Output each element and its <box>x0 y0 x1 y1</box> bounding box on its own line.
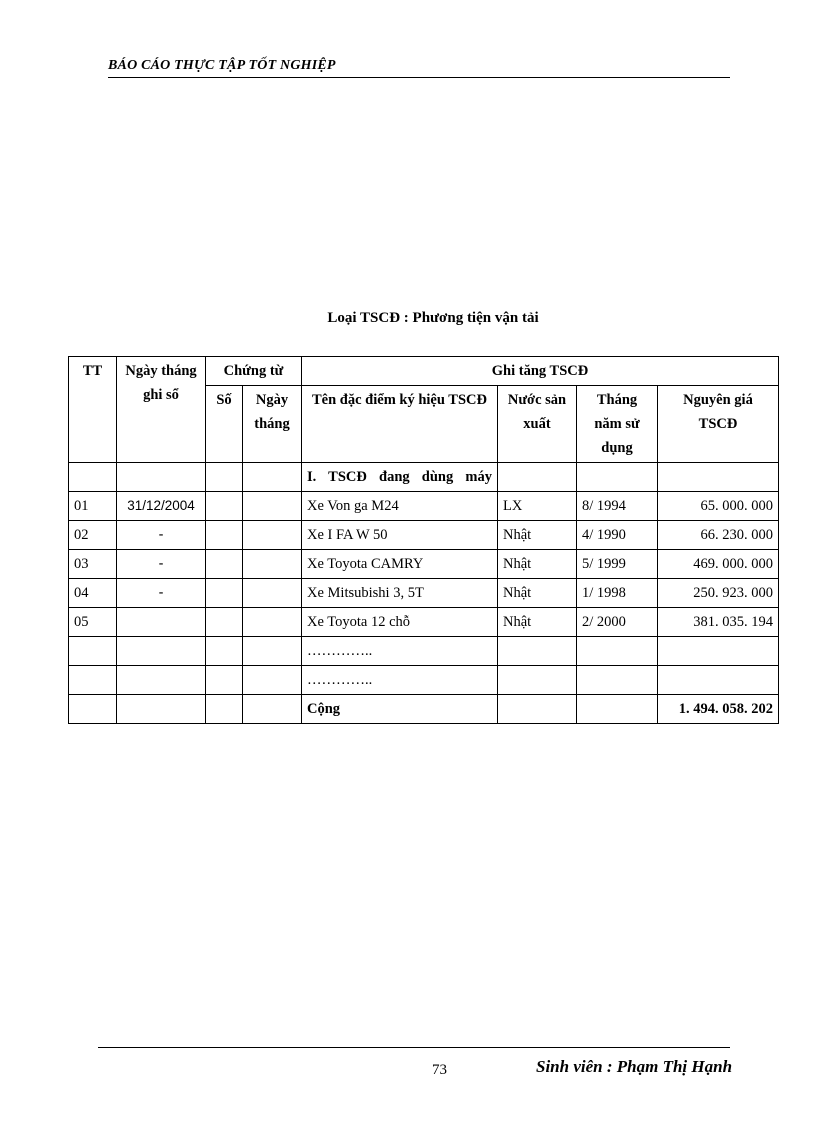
table-row <box>69 521 779 550</box>
row-voucher-date <box>243 550 302 579</box>
row-country: Nhật <box>498 521 577 550</box>
header-date: Ngày tháng ghi sổ <box>117 357 206 463</box>
row-cost: 250. 923. 000 <box>658 579 779 608</box>
group-row <box>69 463 779 492</box>
ellipsis-text: ………….. <box>302 666 498 695</box>
row-tt: 03 <box>69 550 117 579</box>
row-voucher-date <box>243 492 302 521</box>
header-voucher-no: Số <box>206 386 243 463</box>
row-date: 31/12/2004 <box>117 492 206 521</box>
footer-author: Sinh viên : Phạm Thị Hạnh <box>536 1057 733 1076</box>
header-increase: Ghi tăng TSCĐ <box>302 357 779 386</box>
row-year: 8/ 1994 <box>577 492 658 521</box>
row-tt: 04 <box>69 579 117 608</box>
row-date: - <box>117 521 206 550</box>
header-voucher: Chứng từ <box>206 357 302 386</box>
total-value: 1. 494. 058. 202 <box>658 695 779 724</box>
page-number: 73 <box>432 1062 447 1078</box>
header-cost: Nguyên giá TSCĐ <box>658 386 779 463</box>
row-tt: 01 <box>69 492 117 521</box>
row-date: - <box>117 550 206 579</box>
row-tt: 05 <box>69 608 117 637</box>
table-row <box>69 550 779 579</box>
row-country: Nhật <box>498 608 577 637</box>
row-voucher-date <box>243 579 302 608</box>
row-asset-name: Xe Toyota CAMRY <box>302 550 498 579</box>
table-row <box>69 492 779 521</box>
row-country: LX <box>498 492 577 521</box>
row-year: 1/ 1998 <box>577 579 658 608</box>
header-year: Tháng năm sử dụng <box>577 386 658 463</box>
header-asset-name: Tên đặc điểm ký hiệu TSCĐ <box>302 386 498 463</box>
row-asset-name: Xe Toyota 12 chỗ <box>302 608 498 637</box>
row-voucher-no <box>206 579 243 608</box>
ellipsis-row <box>69 666 779 695</box>
row-year: 4/ 1990 <box>577 521 658 550</box>
asset-ledger-table <box>68 356 779 724</box>
row-asset-name: Xe I FA W 50 <box>302 521 498 550</box>
row-year: 2/ 2000 <box>577 608 658 637</box>
row-voucher-no <box>206 521 243 550</box>
row-voucher-no <box>206 608 243 637</box>
row-date <box>117 608 206 637</box>
ellipsis-row <box>69 637 779 666</box>
table-header-row <box>69 357 779 386</box>
report-header-title: BÁO CÁO THỰC TẬP TỐT NGHIỆP <box>108 58 336 73</box>
total-row <box>69 695 779 724</box>
row-voucher-no <box>206 492 243 521</box>
total-label: Cộng <box>302 695 498 724</box>
row-voucher-date <box>243 521 302 550</box>
group-label: I. TSCĐ đang dùng máy <box>302 463 498 492</box>
row-cost: 66. 230. 000 <box>658 521 779 550</box>
header-divider <box>108 77 730 78</box>
row-cost: 65. 000. 000 <box>658 492 779 521</box>
row-year: 5/ 1999 <box>577 550 658 579</box>
header-tt: TT <box>69 357 117 463</box>
row-voucher-date <box>243 608 302 637</box>
row-voucher-no <box>206 550 243 579</box>
header-voucher-date: Ngày tháng <box>243 386 302 463</box>
row-asset-name: Xe Von ga M24 <box>302 492 498 521</box>
ellipsis-text: ………….. <box>302 637 498 666</box>
table-row <box>69 608 779 637</box>
row-asset-name: Xe Mitsubishi 3, 5T <box>302 579 498 608</box>
section-title: Loại TSCĐ : Phương tiện vận tải <box>327 310 539 326</box>
row-date: - <box>117 579 206 608</box>
row-cost: 381. 035. 194 <box>658 608 779 637</box>
row-country: Nhật <box>498 550 577 579</box>
row-cost: 469. 000. 000 <box>658 550 779 579</box>
footer-divider <box>98 1047 730 1048</box>
row-tt: 02 <box>69 521 117 550</box>
table-row <box>69 579 779 608</box>
header-country: Nước sản xuất <box>498 386 577 463</box>
row-country: Nhật <box>498 579 577 608</box>
